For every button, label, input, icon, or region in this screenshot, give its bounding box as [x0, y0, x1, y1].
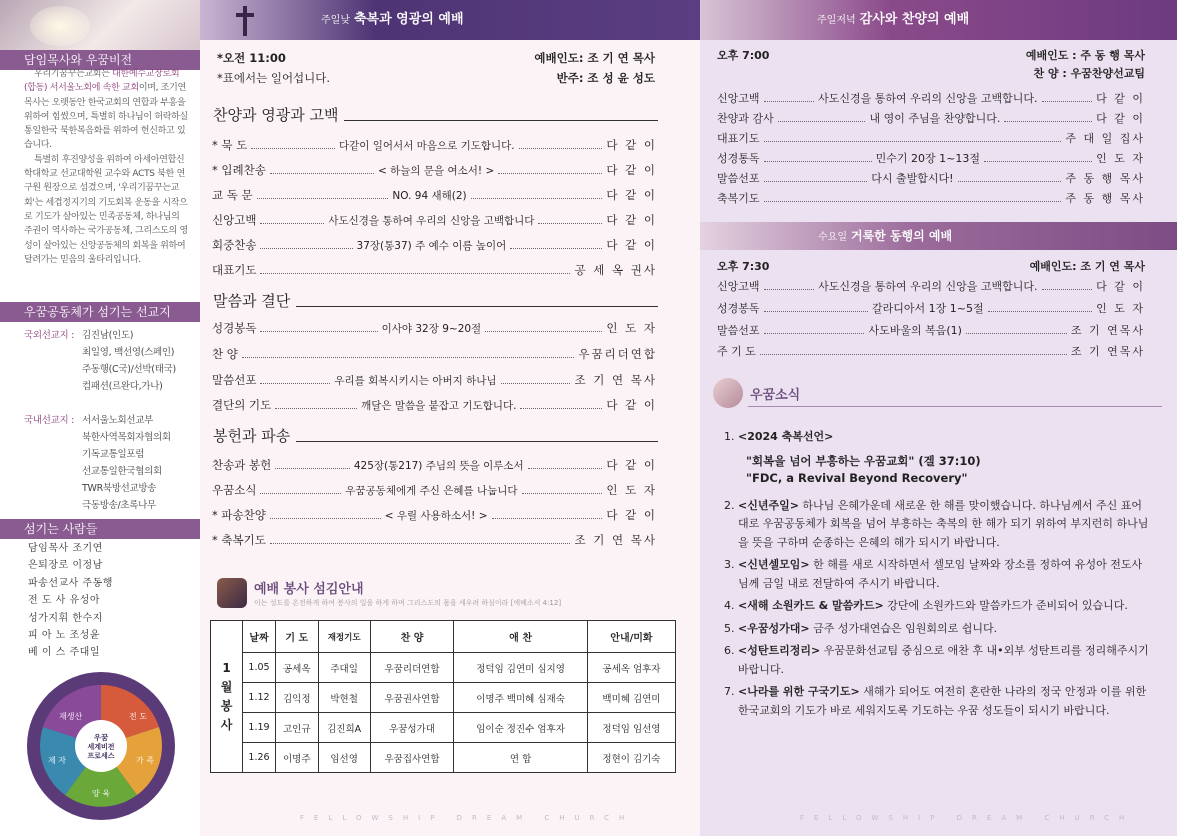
news-item: [738, 642, 1150, 679]
order-person: 다 같 이: [606, 163, 658, 177]
section-praise: [213, 104, 658, 125]
evening-time: 오후 7:00: [717, 49, 770, 62]
vision-title: 담임목사와 우꿈비전: [0, 50, 200, 70]
news-text: <2024 축복선언>: [738, 430, 834, 443]
order-row: [717, 343, 1145, 359]
order-person: 다 같 이: [1096, 92, 1145, 105]
server-item: 파송선교사 주동행: [28, 577, 113, 589]
order-label: 찬양과 감사: [717, 112, 774, 125]
dot-leader: [260, 376, 330, 384]
news-text: 강단에 소원카드와 말씀카드가 준비되어 있습니다.: [883, 599, 1128, 612]
order-person: 다 같 이: [606, 508, 657, 522]
order-label: * 파송찬양: [212, 508, 266, 522]
order-content: 37장(통37) 주 예수 이름 높이어: [356, 239, 507, 252]
wed-leader: 예배인도: 조 기 연 목사: [1029, 260, 1145, 273]
order-row: [212, 482, 657, 498]
evening-leader: 예배인도 : 주 동 행 목사: [1025, 49, 1145, 62]
news-list: [720, 428, 1150, 724]
order-row: [212, 137, 657, 153]
news-divider: [748, 406, 1162, 407]
order-label: * 입례찬송: [212, 163, 266, 177]
table-cell: 백미혜 김연미: [587, 683, 675, 713]
order-person: 조 기 연목사: [1070, 324, 1146, 337]
dot-leader: [764, 154, 872, 162]
order-label: 결단의 기도: [212, 398, 272, 412]
server-item: 베 이 스 주대일: [28, 647, 100, 659]
order-row: [717, 90, 1145, 106]
order-label: 신앙고백: [717, 280, 760, 293]
table-row: [211, 743, 676, 773]
order-content: 민수기 20장 1~13절: [875, 152, 980, 165]
order-label: 찬송과 봉헌: [212, 458, 272, 472]
vision-text-a: 우리기꿈꾸는교회는: [34, 69, 113, 79]
server-item: 담임목사 조기연: [28, 543, 103, 554]
news-title: 우꿈소식: [750, 388, 801, 403]
table-cell: 김진희A: [318, 713, 370, 743]
order-person: 주 동 행 목사: [1065, 192, 1145, 205]
table-cell: 정덕임 김연미 심지영: [454, 653, 588, 683]
table-side: 1 월 봉 사: [211, 621, 243, 773]
order-person: 다 같 이: [606, 213, 657, 227]
order-row: [717, 150, 1145, 166]
order-person: 조 기 연목사: [1070, 345, 1145, 358]
dot-leader: [275, 401, 357, 409]
wheel-center-1: 우꿈: [93, 733, 109, 742]
order-row: [717, 190, 1145, 206]
volunteer-title: 예배 봉사 섬김안내: [254, 582, 364, 597]
order-label: 말씀선포: [717, 324, 760, 337]
dot-leader: [260, 241, 352, 249]
wheel-label-disciple: 제 자: [48, 756, 66, 765]
order-person: 다 같 이: [606, 138, 657, 152]
order-row: [212, 162, 657, 178]
worship-photo-icon: [217, 578, 247, 608]
dot-leader: [764, 304, 869, 312]
order-row: [212, 346, 657, 362]
order-content: 사도신경을 통하여 우리의 신앙을 고백합니다.: [818, 280, 1038, 293]
table-row: [211, 713, 676, 743]
foreign-label: 국외선교지 :: [24, 330, 75, 341]
sunday-morning-banner: [200, 0, 700, 40]
table-cell: 임선영: [318, 743, 370, 773]
order-row: [717, 278, 1145, 294]
wheel-center-3: 프로세스: [87, 752, 115, 760]
dot-leader: [984, 154, 1092, 162]
dot-leader: [958, 174, 1062, 182]
table-header: 애 찬: [454, 621, 588, 653]
news-item: [738, 597, 1150, 616]
table-cell: 연 합: [454, 743, 588, 773]
order-row: [212, 237, 657, 253]
news-text: <나라를 위한 구국기도>: [738, 685, 860, 698]
news-text: 금주 성가대연습은 임원회의로 쉽니다.: [809, 621, 998, 635]
table-header: 재정기도: [318, 621, 370, 653]
dot-leader: [270, 166, 374, 174]
wheel-center-2: 세계비전: [87, 743, 115, 751]
table-cell: 1.19: [243, 713, 276, 743]
order-label: 회중찬송: [212, 238, 257, 252]
table-cell: 공세옥: [276, 653, 319, 683]
service-time: *오전 11:00: [217, 51, 286, 65]
table-cell: 1.05: [243, 653, 276, 683]
table-row: [211, 653, 676, 683]
dot-leader: [764, 174, 868, 182]
dot-leader: [988, 304, 1093, 312]
news-text: 하나님 은혜가운데 새로운 한 해를 맞이했습니다. 하나님께서 주신 표어대로 우꿈공동체가 회복을 넘어 부흥하는 축복의 한 해가 되기 위하여 부지런히 하나님을 뜻을 구하며 순종하는 은혜의 해가 되시기 바랍니다.: [738, 498, 1149, 549]
server-item: 피 아 노 조성윤: [28, 630, 100, 642]
order-person: 다 같 이: [606, 238, 657, 252]
order-content: 갈라디아서 1장 1~5절: [872, 302, 984, 315]
news-quote-en: "FDC, a Revival Beyond Recovery": [746, 470, 968, 485]
table-cell: 우꿈집사연합: [370, 743, 454, 773]
order-label: 교 독 문: [212, 188, 253, 202]
order-content: 깨달은 말씀을 붙잡고 기도합니다.: [361, 399, 517, 412]
foreign-missions: [24, 327, 176, 395]
table-cell: 정현이 김기숙: [587, 743, 675, 773]
banner-title: 감사와 찬양의 예배: [859, 12, 970, 27]
order-label: 주 기 도: [717, 345, 756, 358]
vision-text-2: 특별히 후진양성을 위하여 아세아연합신학대학교 선교대학원 교수와 ACTS 북한 연구원 원장으로 섬겼으며, '우리기꿈꾸는교회'는 세겹정지기의 기도회복 운동을 시작으로 기도가 살아있는 민족공동체, 하나님의 주권이 역사하는 국가공동체, 그리스도의 영성이 살아있는 신앙공동체의 회복을 위하여 달려가는 믿음의 울타리입니다.: [24, 154, 188, 265]
mission-item: 선교통일한국협의회: [82, 466, 162, 477]
order-label: * 묵 도: [212, 138, 248, 152]
wed-time: 오후 7:30: [717, 260, 770, 273]
table-header: 찬 양: [370, 621, 454, 653]
order-row: [717, 170, 1145, 186]
server-item: 은퇴장로 이정남: [28, 560, 103, 572]
table-cell: 정덕임 임선영: [587, 713, 675, 743]
dot-leader: [275, 461, 350, 469]
order-label: 신앙고백: [212, 213, 257, 227]
order-content: 사도신경을 통하여 우리의 신앙을 고백합니다.: [818, 92, 1038, 105]
mission-item: 기독교통일포럼: [82, 449, 145, 460]
dot-leader: [764, 194, 1062, 202]
table-cell: 우꿈권사연합: [370, 683, 454, 713]
order-content: < 하늘의 문을 여소서! >: [377, 164, 495, 177]
wheel-label-evangelism: 전 도: [129, 712, 147, 721]
news-text: 우꿈문화선교팀 중심으로 애찬 후 내•외부 성탄트리를 정리해주시기 바랍니다.: [738, 644, 1149, 676]
order-content: 사도신경을 통하여 우리의 신앙을 고백합니다: [328, 214, 535, 227]
section-title: 말씀과 결단: [213, 292, 291, 310]
news-text: 한 해를 새로 시작하면서 셀모임 날짜와 장소를 정하여 유성아 전도사님께 금일 내로 전달하여 주시기 바랍니다.: [738, 558, 1143, 590]
order-person: 다 같 이: [606, 398, 658, 412]
order-label: 대표기도: [717, 132, 760, 145]
dot-leader: [471, 191, 603, 199]
order-label: 신앙고백: [717, 92, 760, 105]
dot-leader: [764, 326, 865, 334]
dot-leader: [498, 166, 602, 174]
news-text: <신년주일>: [738, 498, 799, 512]
order-row: [212, 397, 657, 413]
banner-title: 축복과 영광의 예배: [353, 12, 464, 27]
order-person: 주 대 일 집사: [1065, 132, 1145, 145]
dot-leader: [778, 114, 866, 122]
order-row: [717, 130, 1145, 146]
table-cell: 김익정: [276, 683, 319, 713]
table-cell: 고인규: [276, 713, 319, 743]
order-label: 대표기도: [212, 263, 257, 277]
order-content: < 우릴 사용하소서! >: [384, 509, 488, 522]
dot-leader: [251, 141, 335, 149]
dot-leader: [538, 216, 602, 224]
volunteer-subtitle: 이는 성도를 온전하게 하여 봉사의 일을 하게 하며 그리스도의 몸을 세우려 하심이라 [에베소서 4:12]: [254, 599, 562, 607]
dot-leader: [257, 191, 389, 199]
banner-small: 수요일: [818, 232, 847, 243]
news-flower-icon: [713, 378, 743, 408]
candle-image: [0, 0, 200, 50]
order-content: 내 영이 주님을 찬양합니다.: [869, 112, 1001, 125]
servers-title: 섬기는 사람들: [0, 519, 200, 539]
order-person: 다 같 이: [606, 188, 658, 202]
order-label: 성경봉독: [717, 302, 760, 315]
order-person: 인 도 자: [1096, 152, 1146, 165]
mission-title: 우꿈공동체가 섬기는 선교지: [0, 302, 200, 322]
dot-leader: [242, 350, 574, 358]
banner-title: 거룩한 동행의 예배: [850, 229, 953, 243]
left-column: [0, 0, 200, 836]
table-cell: 우꿈성가대: [370, 713, 454, 743]
table-header: 기 도: [276, 621, 319, 653]
news-quote: "회복을 넘어 부흥하는 우꿈교회" (겔 37:10): [746, 453, 981, 468]
news-item: [738, 620, 1150, 639]
order-row: [717, 110, 1145, 126]
order-row: [212, 262, 657, 278]
order-row: [212, 532, 657, 548]
section-word: [213, 290, 658, 311]
order-row: [212, 212, 657, 228]
news-text: <성탄트리정리>: [738, 644, 821, 657]
order-row: [212, 372, 657, 388]
table-cell: 1.12: [243, 683, 276, 713]
news-item: [738, 683, 1150, 720]
mission-item: 컴패션(르완다,가나): [82, 381, 163, 392]
order-content: 다시 출발합시다!: [871, 172, 954, 185]
dot-leader: [520, 401, 602, 409]
order-label: 성경봉독: [212, 321, 257, 335]
order-row: [212, 320, 657, 336]
table-header: 안내/미화: [587, 621, 675, 653]
order-person: 주 동 행 목사: [1065, 172, 1145, 185]
order-label: 축복기도: [717, 192, 760, 205]
wheel-label-nurture: 양 육: [92, 789, 110, 798]
order-row: [717, 300, 1145, 316]
news-text: 새해가 되어도 여전히 혼란한 나라의 정국 안정과 이를 위한 한국교회의 기도가 바로 세워지도록 기도하는 우꿈 성도들이 되시기 바랍니다.: [738, 685, 1147, 717]
dot-leader: [764, 94, 815, 102]
order-person: 조 기 연 목사: [574, 533, 657, 547]
dot-leader: [501, 376, 571, 384]
stand-note: *표에서는 일어섭니다.: [217, 71, 331, 85]
dot-leader: [260, 324, 377, 332]
news-item: [738, 428, 1150, 487]
order-row: [212, 507, 657, 523]
order-person: 공 세 옥 권사: [574, 263, 657, 277]
dot-leader: [260, 486, 341, 494]
dot-leader: [510, 241, 602, 249]
order-row: [717, 322, 1145, 338]
table-cell: 1.26: [243, 743, 276, 773]
evening-choir: 찬 양 : 우꿈찬양선교팀: [1033, 67, 1145, 80]
table-cell: 주대일: [318, 653, 370, 683]
dot-leader: [764, 134, 1062, 142]
table-header: 날짜: [243, 621, 276, 653]
table-cell: 이명주: [276, 743, 319, 773]
order-label: 말씀선포: [717, 172, 760, 185]
wheel-label-family: 가 족: [136, 756, 154, 765]
service-leader: 예배인도: 조 기 연 목사: [534, 51, 655, 65]
dot-leader: [492, 511, 603, 519]
vision-text-b: 이며, 조기연 목사는 오랫동안 한국교회의 연합과 부흥을 위하여 힘썼으며, 특별히 하나님이 허락하실 통일한국 북한복음화를 위하여 헌신하고 있습니다.: [24, 83, 188, 151]
order-content: 사도바울의 복음(1): [868, 324, 962, 337]
order-person: 다 같 이: [606, 458, 657, 472]
cross-icon: [232, 6, 258, 36]
mission-item: TWR북방선교방송: [82, 483, 157, 494]
domestic-missions: [24, 412, 171, 514]
order-content: 우리를 회복시키시는 아버지 하나님: [334, 374, 497, 387]
servers-list: [28, 540, 113, 662]
order-content: 이사야 32장 9~20절: [381, 322, 482, 335]
mission-item: 주동행(C국)/선박(태국): [82, 364, 176, 375]
order-person: 우꿈리더연합: [578, 347, 657, 361]
volunteer-table: [210, 620, 676, 773]
dot-leader: [522, 486, 603, 494]
mission-item: 최일영, 백선영(스페인): [82, 347, 175, 358]
dot-leader: [260, 266, 570, 274]
news-item: [738, 556, 1150, 593]
order-person: 다 같 이: [1096, 280, 1145, 293]
mission-item: 북한사역목회자협의회: [82, 432, 171, 443]
order-label: 우꿈소식: [212, 483, 257, 497]
table-cell: 이명주 백미혜 심재숙: [454, 683, 588, 713]
order-row: [212, 187, 657, 203]
dot-leader: [966, 326, 1067, 334]
dot-leader: [528, 461, 603, 469]
dot-leader: [270, 511, 381, 519]
section-title: 봉헌과 파송: [213, 427, 291, 445]
order-content: 425장(통217) 주님의 뜻을 이루소서: [353, 459, 524, 472]
order-content: 다같이 일어서서 마음으로 기도합니다.: [339, 139, 515, 152]
dot-leader: [519, 141, 603, 149]
dot-leader: [1042, 282, 1093, 290]
server-item: 성가지휘 한수지: [28, 612, 103, 624]
table-row: [211, 683, 676, 713]
table-cell: 임이순 정진수 엄후자: [454, 713, 588, 743]
vision-text-highlight: 대한예수교장로회(합동) 서서울노회에 속한 교회: [24, 69, 180, 94]
order-person: 다 같 이: [1096, 112, 1146, 125]
dot-leader: [485, 324, 602, 332]
section-offering: [213, 425, 658, 446]
vision-text: [0, 67, 196, 267]
mission-item: 김진남(인도): [82, 330, 134, 341]
mission-item: 극동방송/초록나무: [82, 500, 156, 511]
order-label: 찬 양: [212, 347, 238, 361]
order-label: * 축복기도: [212, 533, 266, 547]
banner-small: 주일저녁: [817, 15, 856, 26]
table-cell: 우꿈리더연합: [370, 653, 454, 683]
order-label: 말씀선포: [212, 373, 257, 387]
dot-leader: [1042, 94, 1093, 102]
server-item: 전 도 사 유성아: [28, 595, 100, 607]
banner-small: 주일낮: [321, 15, 350, 26]
dot-leader: [270, 536, 571, 544]
news-text: <새해 소원카드 & 말씀카드>: [738, 599, 884, 612]
section-title: 찬양과 영광과 고백: [213, 106, 339, 124]
order-content: NO. 94 새해(2): [392, 189, 467, 202]
order-label: 성경통독: [717, 152, 760, 165]
order-person: 조 기 연 목사: [574, 373, 657, 387]
news-item: [738, 497, 1150, 553]
wednesday-banner: [700, 222, 1177, 250]
footer-right: FELLOWSHIP DREAM CHURCH: [800, 814, 1135, 822]
order-person: 인 도 자: [606, 483, 658, 497]
mission-item: 서서울노회선교부: [82, 415, 154, 426]
dot-leader: [760, 347, 1067, 355]
table-cell: 공세옥 엄후자: [587, 653, 675, 683]
news-text: <신년셀모임>: [738, 558, 810, 571]
order-row: [212, 457, 657, 473]
vision-wheel: [26, 671, 176, 821]
dot-leader: [260, 216, 324, 224]
domestic-label: 국내선교지 :: [24, 415, 75, 426]
table-cell: 박현철: [318, 683, 370, 713]
order-person: 인 도 자: [606, 321, 658, 335]
dot-leader: [764, 282, 815, 290]
wheel-label-reproduce: 재생산: [59, 712, 83, 721]
order-content: 우꿈공동체에게 주신 은혜를 나눕니다: [345, 484, 518, 497]
order-person: 인 도 자: [1096, 302, 1146, 315]
dot-leader: [1004, 114, 1092, 122]
news-text: <우꿈성가대>: [738, 621, 810, 635]
accompanist: 반주: 조 성 윤 성도: [556, 71, 655, 85]
sunday-evening-banner: [700, 0, 1177, 40]
footer-middle: FELLOWSHIP DREAM CHURCH: [300, 814, 635, 822]
